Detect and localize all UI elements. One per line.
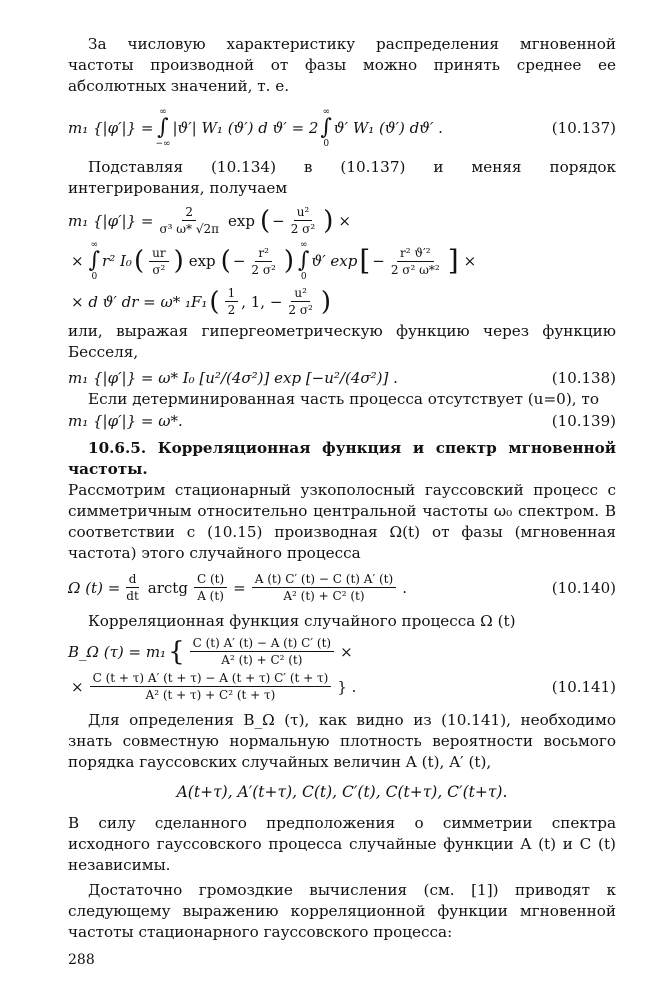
integral-sign: ∞ ∫ 0 [298,240,310,282]
eq-line-1: m₁ {|φ′|} = $\frac{2}{\text{σ³ ω* √2π}}$ exp ( − $\frac{\text{u²}}{\text{2 σ²}}$ ) × [68,205,351,236]
eq-line-1: B_Ω (τ) = m₁ { $\frac{C (t) A' (t) - A (t) C' (t)}{\text{A² (t) + C² (t)}}$ × [68,636,353,667]
section-heading: 10.6.5. Корреляционная функция и спектр мгновенной частоты. [68,439,616,478]
paragraph-correlation: Корреляционная функция случайного процесса Ω (t) [88,612,516,630]
fraction: $\frac{2}{\text{σ³ ω* √2π}}$ [159,205,220,236]
paragraph-process: Рассмотрим стационарный узкополосный гауссовский процесс с симметричным относительно центральной частоты ω₀ спектром. В соответствии с (10.15) производная Ω(t) от фазы (мгновенная частота) этого случайного процесса [68,481,616,562]
fraction: $\frac{d}{dt}$ [126,572,139,603]
equation-10-139: m₁ {|φ′|} = ω*. (10.139) [68,412,616,430]
variable-sequence: A(t+τ), A′(t+τ), C(t), C′(t), C(t+τ), C′(t+τ). [176,783,508,801]
eq-line-3: × d ϑ′ dr = ω* ₁F₁ ( $\frac{1}{2}$ , 1, − $\frac{\text{u²}}{\text{2 σ²}}$ ) [71,286,332,317]
fraction: $\frac{C (t) A' (t) - A (t) C' (t)}{\text{A² (t) + C² (t)}}$ [190,636,334,667]
equation-number: (10.140) [551,578,616,597]
eq137-lhs: m₁ {|φ′|} = [68,119,154,137]
fraction: $\frac{C (t + \tau) A' (t + \tau) - A (t + \tau) C' (t + \tau)}{\text{A² (t + τ) + C² (t + τ)}}$ [90,671,332,702]
paragraph-deterministic: Если детерминированная часть процесса отсутствует (u=0), то [88,390,599,408]
equation-10-140: Ω (t) = $\frac{d}{dt}$ arctg $\frac{C (t)}{A (t)}$ = $\frac{A (t) C' (t) - C (t) A' (t)}{\text{A² (t) + C² (t)}}$ . (10.140) [68,572,616,603]
equation-10-137 [68,107,616,149]
integral-sign: ∞ ∫ −∞ [155,107,171,149]
fraction: $\frac{C (t)}{A (t)}$ [194,572,227,603]
equation-10-138: m₁ {|φ′|} = ω* I₀ [u²/(4σ²)] exp [−u²/(4σ²)] . (10.138) [68,369,616,387]
eq137-body1: |ϑ′| W₁ (ϑ′) d ϑ′ = 2 [172,119,319,137]
page-body [68,34,616,943]
fraction: $\frac{A (t) C' (t) - C (t) A' (t)}{\text{A² (t) + C² (t)}}$ [252,572,396,603]
paragraph-intro: За числовую характеристику распределения мгновенной частоты производной от фазы можно принять среднее ее абсолютных значений, т. е. [68,35,616,95]
paragraph-symmetry: В силу сделанного предположения о симметрии спектра исходного гауссовского процесса случайные функции A (t) и C (t) независимы. [68,814,616,874]
eq137-body2: ϑ′ W₁ (ϑ′) dϑ′ . [333,119,443,137]
fraction: $\frac{\text{r²}}{\text{2 σ²}}$ [251,245,276,277]
equation-number: (10.137) [551,119,616,137]
eq-line-2: × ∞ ∫ 0 r² I₀ ( $\frac{ur}{\text{σ²}}$ ) exp ( − $\frac{\text{r²}}{\text{2 σ²}}$ ) ∞ ∫ 0 ϑ′ exp [ − $\frac{\text{r² ϑ′²}}{\text{2 σ² ω*²}}$ ] × [71,240,477,282]
eq-line-2: × $\frac{C (t + \tau) A' (t + \tau) - A (t + \tau) C' (t + \tau)}{\text{A² (t + τ) + C² (t + τ)}}$ } . [71,671,357,702]
equation-long [68,205,616,317]
integral-sign: ∞ ∫ 0 [88,240,101,282]
fraction: $\frac{1}{2}$ [225,286,239,317]
paragraph-computations: Достаточно громоздкие вычисления (см. [1]) приводят к следующему выражению корреляционной функции мгновенной частоты стационарного гауссовского процесса: [68,881,616,941]
fraction: $\frac{ur}{\text{σ²}}$ [149,246,168,277]
equation-number: (10.141) [551,677,616,696]
page-number: 288 [68,952,95,968]
paragraph-bessel: или, выражая гипергеометрическую функцию через функцию Бесселя, [68,322,616,361]
equation-number: (10.138) [551,369,616,387]
integral-sign: ∞ ∫ 0 [320,107,332,149]
equation-number: (10.139) [551,412,616,430]
paragraph-determination: Для определения B_Ω (τ), как видно из (10.141), необходимо знать совместную нормальную плотность вероятности восьмого порядка гауссовских случайных величин A (t), A′ (t), [68,711,616,771]
fraction: $\frac{\text{u²}}{\text{2 σ²}}$ [290,205,316,236]
equation-10-141 [68,636,616,702]
paragraph-substitution: Подставляя (10.134) в (10.137) и меняя порядок интегрирования, получаем [68,158,616,197]
fraction: $\frac{\text{r² ϑ′²}}{\text{2 σ² ω*²}}$ [390,245,440,277]
fraction: $\frac{\text{u²}}{\text{2 σ²}}$ [288,286,313,317]
